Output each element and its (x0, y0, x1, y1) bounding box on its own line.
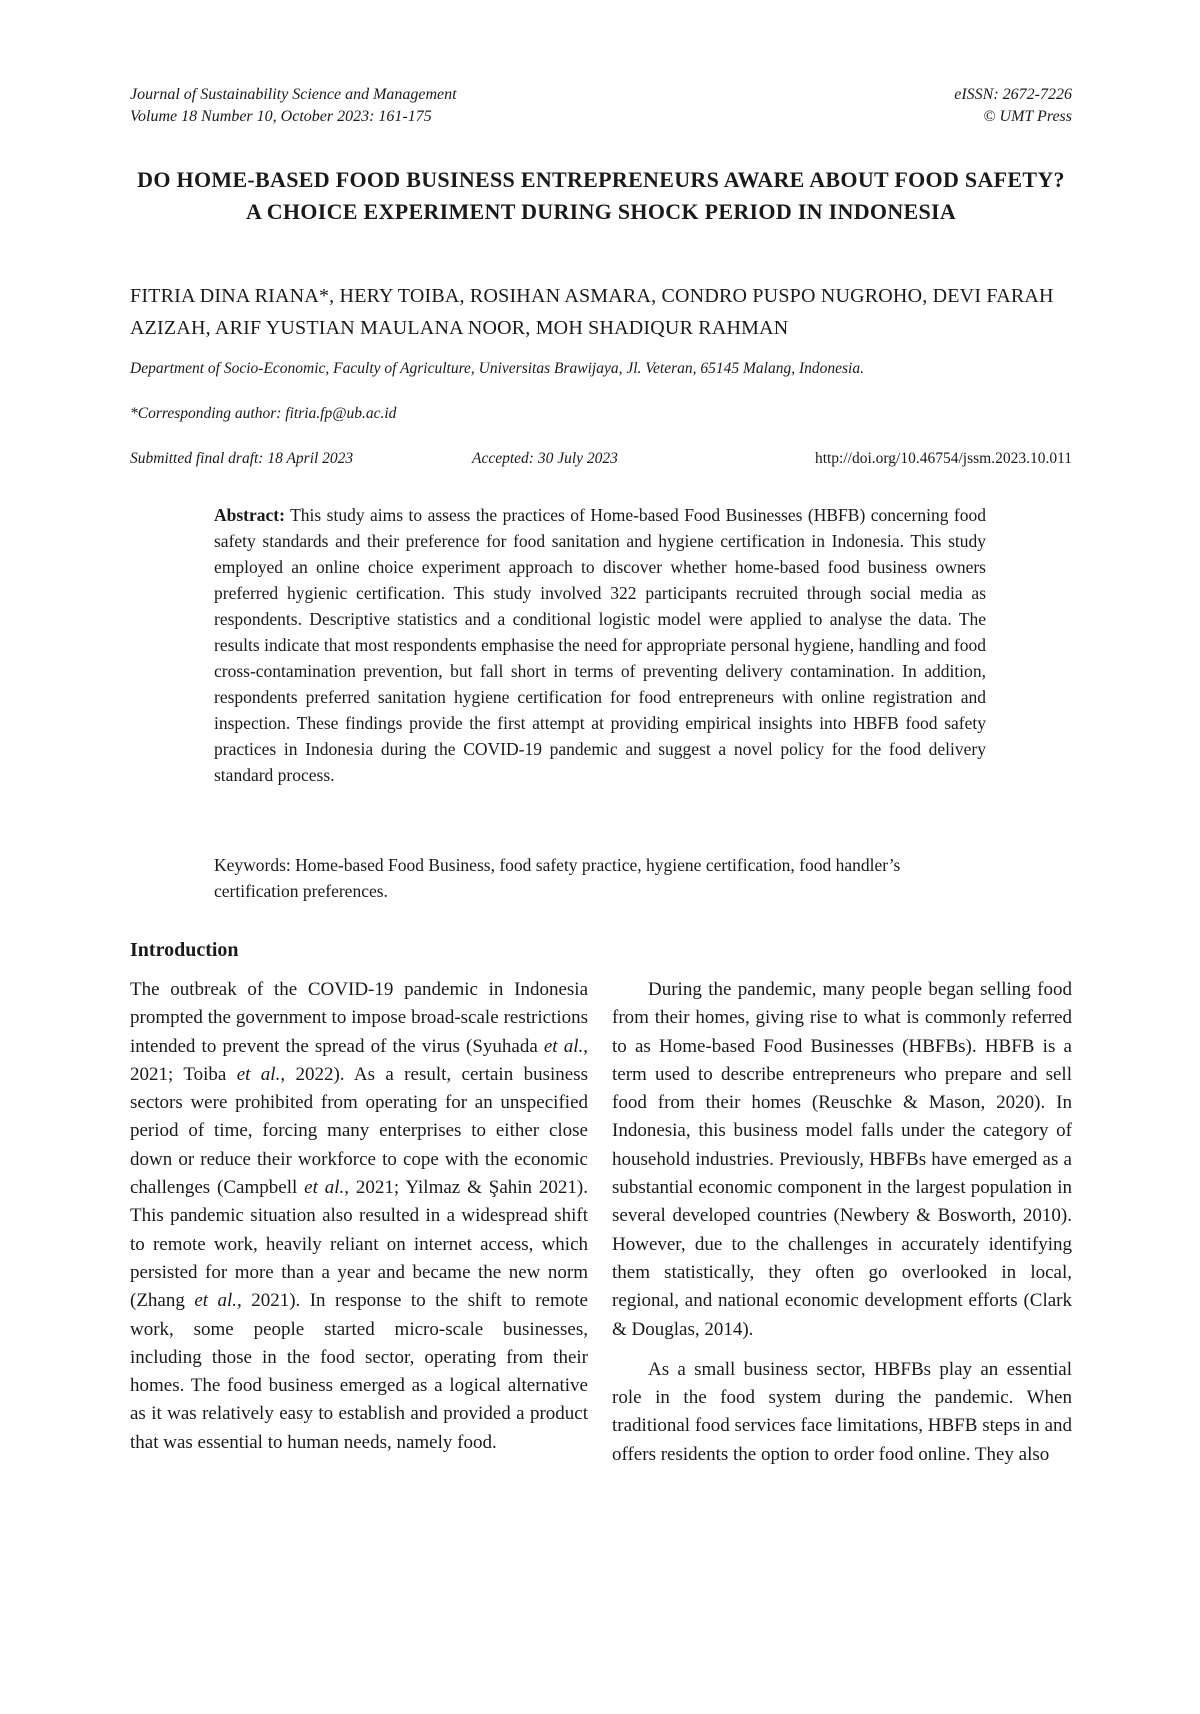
submitted-date: Submitted final draft: 18 April 2023 (130, 450, 354, 467)
intro-paragraph-2: During the pandemic, many people began selling food from their homes, giving rise to what is commonly referred to as Home-based Food Businesses (HBFBs). HBFB is a term used to describe entrepreneurs who prepare and sell food from their homes (Reuschke & Mason, 2020). In Indonesia, this business model falls under the category of household industries. Previously, HBFBs have emerged as a substantial economic component in the largest population in several developed countries (Newbery & Bosworth, 2010). However, due to the challenges in accurately identifying them statistically, they often go overlooked in local, regional, and national economic development efforts (Clark & Douglas, 2014). (612, 979, 1072, 1340)
affiliation: Department of Socio-Economic, Faculty of Agriculture, Universitas Brawijaya, Jl. Veteran, 65145 Malang, Indonesia. (130, 360, 864, 377)
citation-etal: et al. (236, 1063, 281, 1085)
submission-dates (130, 448, 1072, 470)
author-list: FITRIA DINA RIANA*, HERY TOIBA, ROSIHAN ASMARA, CONDRO PUSPO NUGROHO, DEVI FARAH AZIZAH, ARIF YUSTIAN MAULANA NOOR, MOH SHADIQUR RAHMAN (130, 285, 1054, 339)
text-run: , 2021; Yilmaz & Şahin 2021). This pandemic situation also resulted in a widespread shift to remote work, heavily reliant on internet access, which persisted for more than a year and became the new norm (Zhang (130, 1177, 588, 1312)
citation-etal: et al. (543, 1035, 584, 1057)
citation-etal: et al. (194, 1290, 237, 1312)
abstract (214, 502, 986, 788)
keywords: Keywords: Home-based Food Business, food safety practice, hygiene certification, food handler’s certification preferences. (214, 855, 901, 901)
eissn: eISSN: 2672-7226 (954, 86, 1072, 103)
journal-header (130, 84, 457, 128)
intro-paragraph-3: As a small business sector, HBFBs play an essential role in the food system during the pandemic. When traditional food services face limitations, HBFB steps in and offers residents the option to order food online. They also (612, 1358, 1072, 1465)
paper-title: DO HOME-BASED FOOD BUSINESS ENTREPRENEURS AWARE ABOUT FOOD SAFETY? A CHOICE EXPERIMENT DURING SHOCK PERIOD IN INDONESIA (137, 167, 1065, 224)
text-run: , 2022). As a result, certain business sectors were prohibited from operating for an unspecified period of time, forcing many enterprises to either close down or reduce their workforce to cope with the economic challenges (Campbell (130, 1063, 588, 1199)
text-run: , 2021; Toiba (130, 1035, 588, 1085)
issn-header (954, 84, 1072, 128)
right-column (612, 976, 1072, 1469)
journal-name: Journal of Sustainability Science and Management (130, 86, 457, 103)
left-column (130, 976, 588, 1457)
accepted-date: Accepted: 30 July 2023 (472, 450, 618, 467)
citation-etal: et al. (304, 1177, 345, 1199)
text-run: The outbreak of the COVID-19 pandemic in Indonesia prompted the government to impose broad-scale restrictions intended to prevent the spread of the virus (Syuhada (130, 979, 588, 1057)
corresponding-author: *Corresponding author: fitria.fp@ub.ac.id (130, 405, 397, 422)
doi-link[interactable]: http://doi.org/10.46754/jssm.2023.10.011 (814, 450, 1072, 467)
abstract-label: Abstract: (214, 505, 285, 525)
journal-volume: Volume 18 Number 10, October 2023: 161-175 (130, 108, 432, 125)
intro-paragraph-1 (130, 976, 588, 1457)
publisher: © UMT Press (983, 108, 1072, 125)
abstract-text: This study aims to assess the practices of Home-based Food Businesses (HBFB) concerning food safety standards and their preference for food sanitation and hygiene certification in Indonesia. This study employed an online choice experiment approach to discover whether home-based food business owners preferred hygienic certification. This study involved 322 participants recruited through social media as respondents. Descriptive statistics and a conditional logistic model were applied to analyse the data. The results indicate that most respondents emphasise the need for appropriate personal hygiene, handling and food cross-contamination prevention, but fall short in terms of preventing delivery contamination. In addition, respondents preferred sanitation hygiene certification for food entrepreneurs with online registration and inspection. These findings provide the first attempt at providing empirical insights into HBFB food safety practices in Indonesia during the COVID-19 pandemic and suggest a novel policy for the food delivery standard process. (214, 505, 986, 785)
section-heading-introduction: Introduction (130, 939, 239, 961)
text-run: , 2021). In response to the shift to remote work, some people started micro-scale businesses, including those in the food sector, operating from their homes. The food business emerged as a logical alternative as it was relatively easy to establish and provided a product that was essential to human needs, namely food. (130, 1290, 588, 1453)
